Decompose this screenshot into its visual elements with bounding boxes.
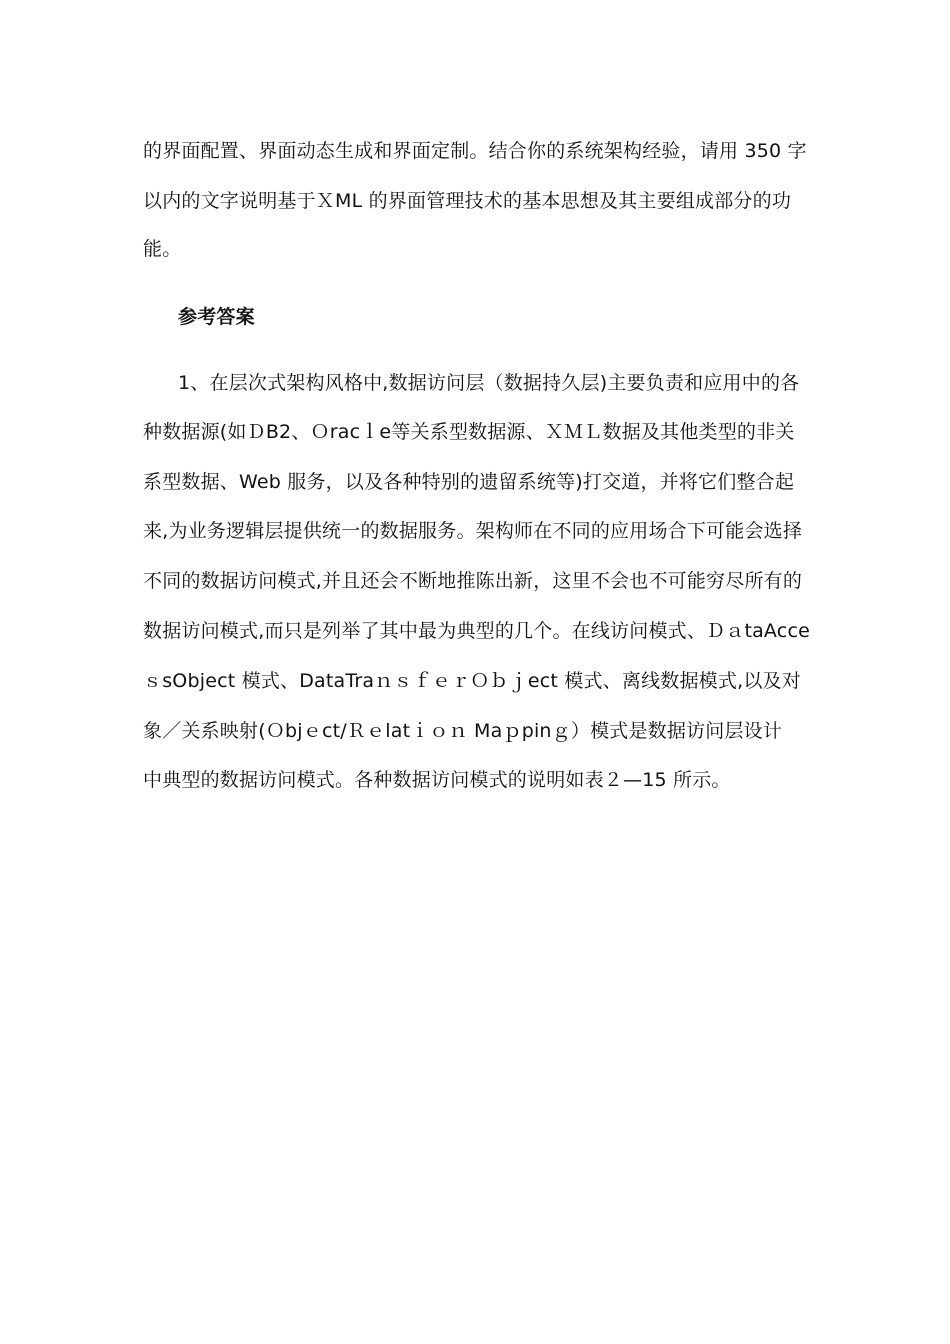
intro-line-3: 能。 <box>143 238 182 260</box>
answer-line-5: 不同的数据访问模式,并且还会不断地推陈出新，这里不会也不可能穷尽所有的 <box>143 570 803 592</box>
answer-line-4: 来,为业务逻辑层提供统一的数据服务。架构师在不同的应用场合下可能会选择 <box>143 520 803 542</box>
answer-heading: 参考答案 <box>178 306 255 328</box>
answer-line-6: 数据访问模式,而只是列举了其中最为典型的几个。在线访问模式、ＤａtaAcce <box>143 620 810 642</box>
answer-line-1: 1、在层次式架构风格中,数据访问层（数据持久层)主要负责和应用中的各 <box>178 372 800 394</box>
answer-line-7: ｓsObject 模式、DataTraｎｓｆｅｒＯｂｊect 模式、离线数据模式,以及对 <box>143 670 801 692</box>
answer-line-8: 象／关系映射(Ｏbjｅct/Ｒｅlatｉｏｎ Maｐpinｇ）模式是数据访问层设计 <box>143 720 783 742</box>
answer-line-2: 种数据源(如ＤB2、Ｏracｌe等关系型数据源、ＸＭＬ数据及其他类型的非关 <box>143 421 795 443</box>
answer-line-9: 中典型的数据访问模式。各种数据访问模式的说明如表２—15 所示。 <box>143 769 731 791</box>
answer-line-3: 系型数据、Web 服务，以及各种特别的遗留系统等)打交道，并将它们整合起 <box>143 471 795 493</box>
intro-line-2: 以内的文字说明基于ＸML 的界面管理技术的基本思想及其主要组成部分的功 <box>143 190 792 212</box>
intro-line-1: 的界面配置、界面动态生成和界面定制。结合你的系统架构经验，请用 350 字 <box>143 140 807 162</box>
